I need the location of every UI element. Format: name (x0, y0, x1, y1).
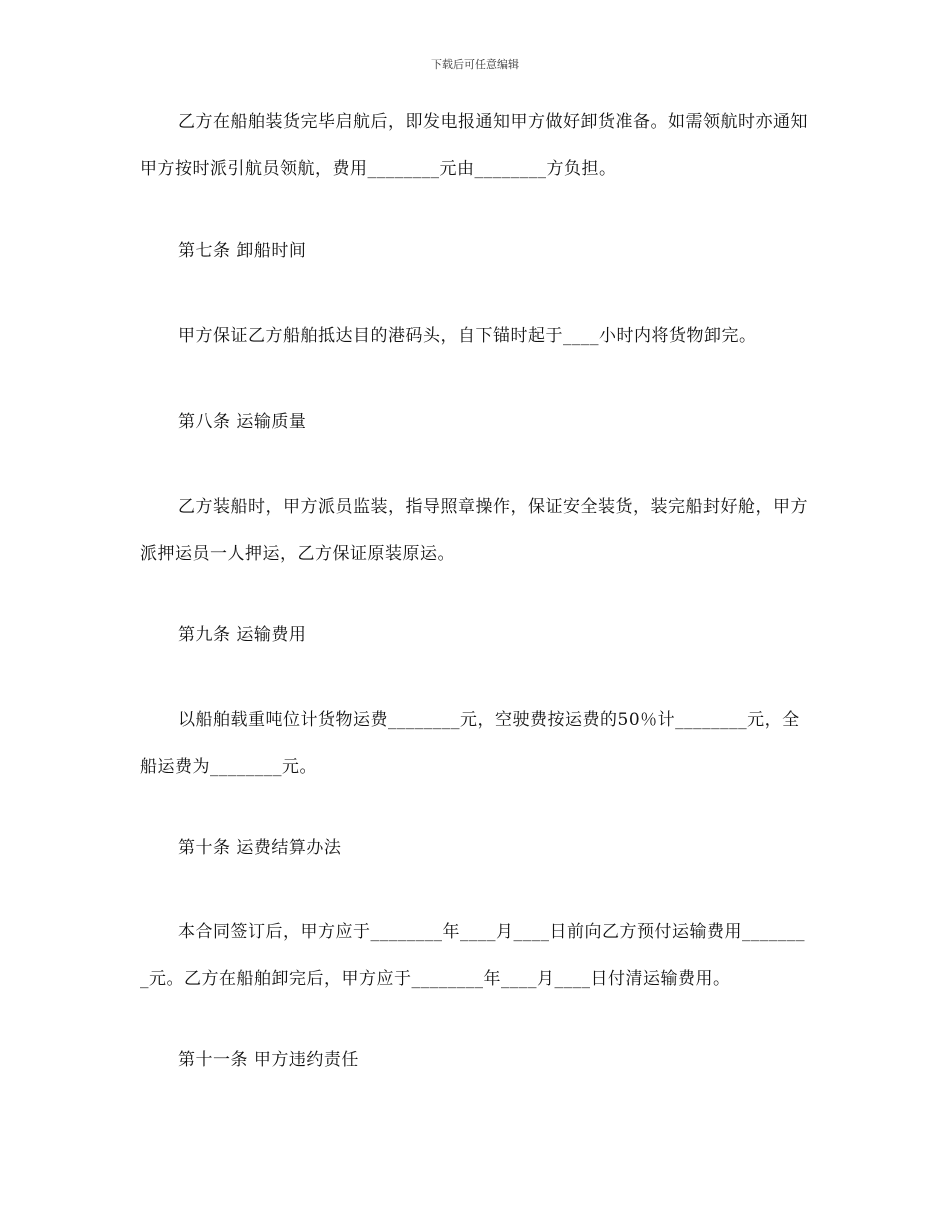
paragraph-unloading-time: 甲方保证乙方船舶抵达目的港码头，自下锚时起于____小时内将货物卸完。 (178, 326, 757, 346)
paragraph-departure-notice: 乙方在船舶装货完毕启航后，即发电报通知甲方做好卸货准备。如需领航时亦通知甲方按时派引航员领航，费用________元由________方负担。 (140, 112, 808, 179)
article-9-heading: 第九条 运输费用 (178, 625, 307, 645)
paragraph-transport-costs: 以船舶载重吨位计货物运费________元，空驶费按运费的50％计________元，全船运费为________元。 (140, 710, 800, 777)
page-header: 下载后可任意编辑 (431, 58, 519, 71)
article-8-heading: 第八条 运输质量 (178, 412, 307, 432)
article-11-heading: 第十一条 甲方违约责任 (178, 1050, 359, 1070)
paragraph-settlement-method: 本合同签订后，甲方应于________年____月____日前向乙方预付运输费用________元。乙方在船舶卸完后，甲方应于________年____月____日付清运输费用。 (140, 922, 805, 989)
article-10-heading: 第十条 运费结算办法 (178, 838, 342, 858)
article-7-heading: 第七条 卸船时间 (178, 241, 307, 261)
paragraph-transport-quality: 乙方装船时，甲方派员监装，指导照章操作，保证安全装货，装完船封好舱，甲方派押运员一人押运，乙方保证原装原运。 (140, 497, 808, 564)
